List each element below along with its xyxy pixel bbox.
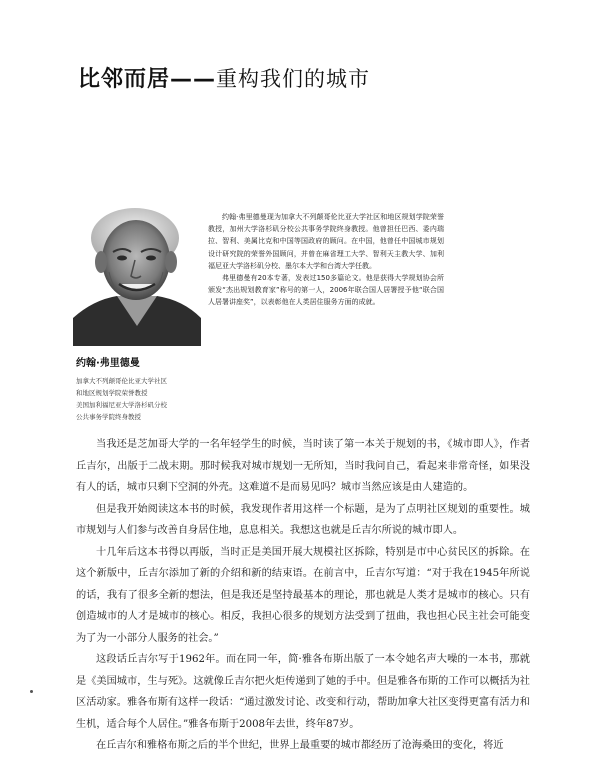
page-title [78,62,370,93]
body-paragraph: 当我还是芝加哥大学的一名年轻学生的时候，当时读了第一本关于规划的书，《城市即人》，作者丘吉尔，出版于二战末期。那时候我对城市规划一无所知，当时我问自己，看起来非常奇怪，如果没有人的话，城市只剩下空洞的外壳。这难道不是而易见吗？城市当然应该是由人建造的。 [76,439,530,493]
title-subtitle: 重构我们的城市 [216,67,371,91]
portrait-illustration [73,200,201,346]
bio-paragraph: 约翰·弗里德曼现为加拿大不列颠哥伦比亚大学社区和地区规划学院荣誉教授，加州大学洛杉矶分校公共事务学院终身教授。他曾担任巴西、委内瑞拉、智利、美属比克和中国等国政府的顾问。在中国，他曾任中国城市规划设计研究院的荣誉外国顾问，并曾在麻省理工大学、智利天主教大学、加利福尼亚大学洛杉矶分校、墨尔本大学和台湾大学任教。 [208,213,444,270]
margin-mark [30,690,33,693]
caption-line: 加拿大不列颠哥伦比亚大学社区 [76,377,167,385]
bio-paragraph: 弗里德曼有20本专著，发表过150多篇论文。他是获得大学规划协会所颁发“杰出规划教育家”称号的第一人，2006年联合国人居署授予他“联合国人居署讲座奖”，以表彰他在人类居住服务方面的成就。 [208,274,444,307]
body-paragraph: 这段话丘吉尔写于1962年。而在同一年，简·雅各布斯出版了一本令她名声大噪的一本书，那就是《美国城市，生与死》。这就像丘吉尔把火炬传递到了她的手中。但是雅各布斯的工作可以概括为社区活动家。雅各布斯有这样一段话：“通过激发讨论、改变和行动，帮助加拿大社区变得更富有活力和生机，适合每个人居住。”雅各布斯于2008年去世，终年87岁。 [76,654,530,730]
photo-caption [76,354,246,423]
body-paragraph: 但是我开始阅读这本书的时候，我发现作者用这样一个标题，是为了点明社区规划的重要性。城市规划与人们参与改善自身居住地，息息相关。我想这也就是丘吉尔所说的城市即人。 [76,503,530,536]
body-paragraph: 十几年后这本书得以再版，当时正是美国开展大规模社区拆除，特别是市中心贫民区的拆除。在这个新版中，丘吉尔添加了新的介绍和新的结束语。在前言中，丘吉尔写道：“对于我在1945年所说的话，我有了很多全新的想法，但是我还是坚持最基本的理论，那也就是人类才是城市的核心。只有创造城市的人才是城市的核心。相反，我担心很多的规划方法受到了扭曲，我也担心民主社会可能变为了为一小部分人服务的社会。” [76,546,530,644]
title-main: 比邻而居 [78,67,171,92]
caption-name: 约翰·弗里德曼 [76,358,140,369]
title-dash: —— [170,67,217,92]
body-paragraph: 在丘吉尔和雅格布斯之后的半个世纪，世界上最重要的城市都经历了沧海桑田的变化，将近 [96,740,504,751]
caption-line: 美国加利福尼亚大学洛杉矶分校 [76,401,167,409]
author-bio [208,211,444,309]
portrait-photo [73,200,201,346]
article-body [76,434,530,757]
caption-line: 公共事务学院终身教授 [76,413,141,421]
caption-line: 和地区规划学院荣誉教授 [76,389,148,397]
